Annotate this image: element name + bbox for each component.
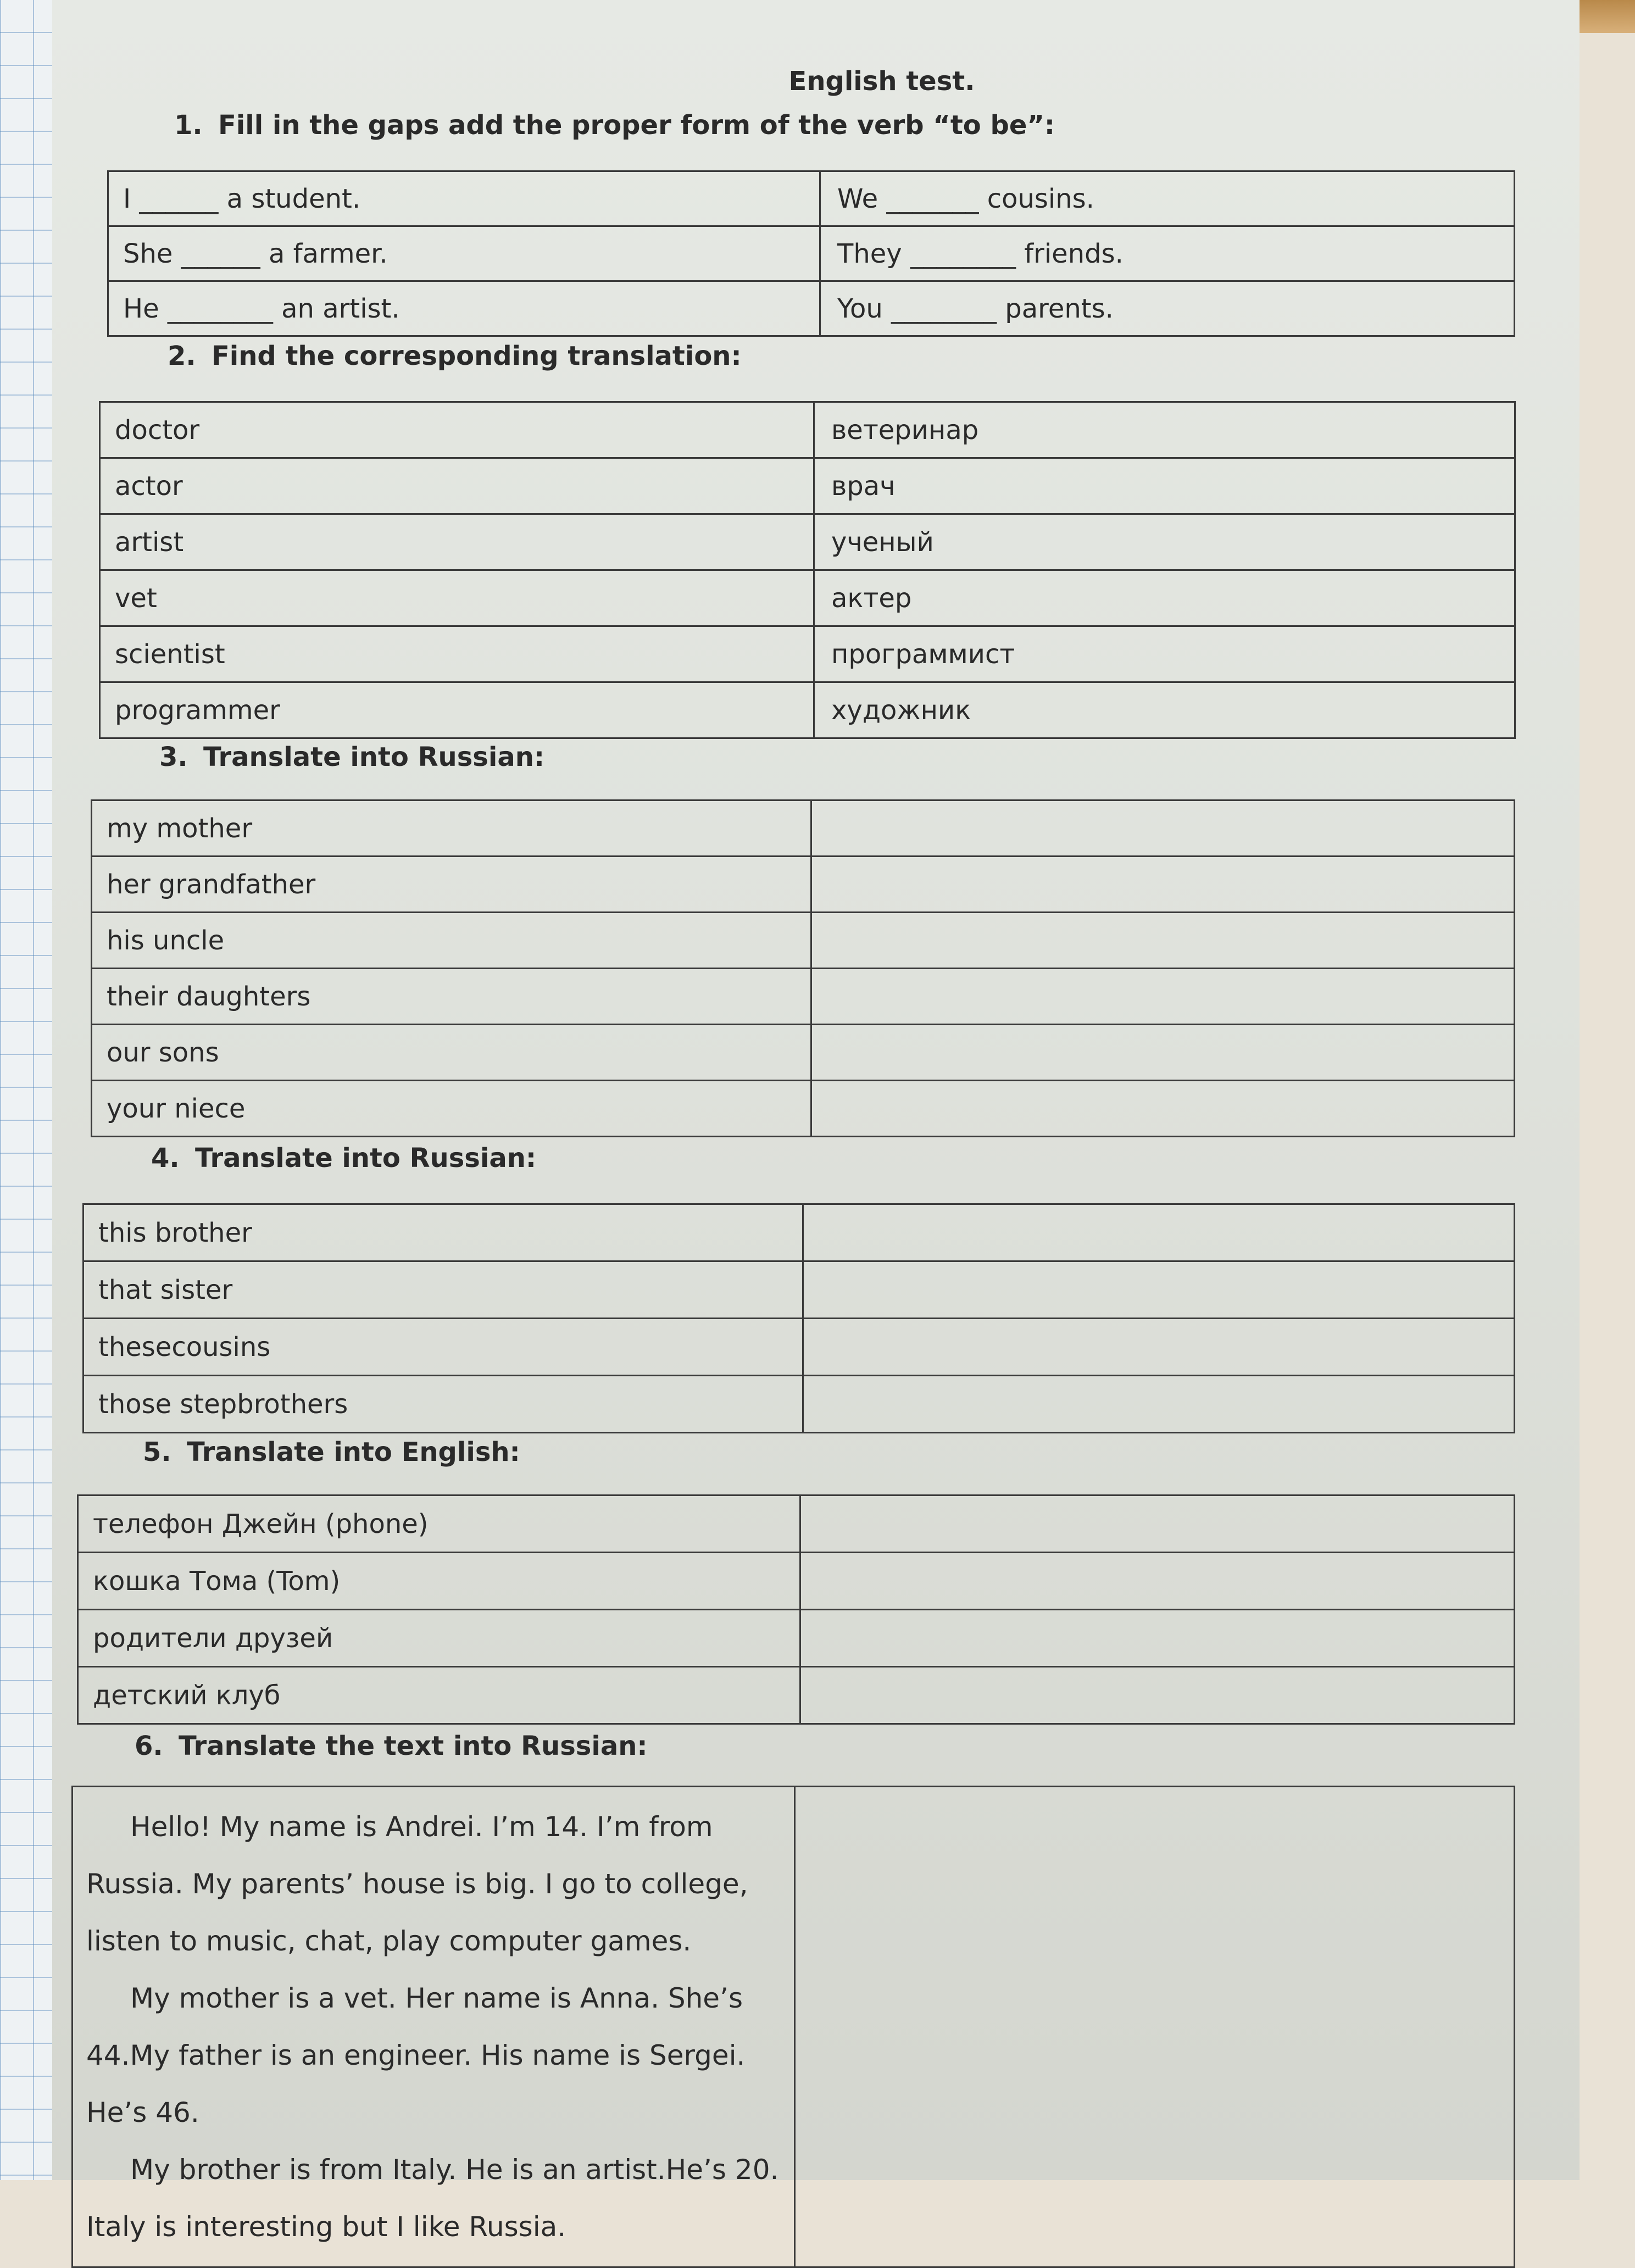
- table-row: [108, 281, 1515, 336]
- table-row: [100, 570, 1515, 626]
- answer-cell[interactable]: [800, 1496, 1515, 1553]
- table-row: [108, 171, 1515, 226]
- answer-cell[interactable]: [800, 1667, 1515, 1724]
- table-row: [78, 1667, 1515, 1724]
- table-row: [100, 682, 1515, 738]
- section-4-table: [82, 1203, 1515, 1433]
- translation-answer-cell[interactable]: [795, 1787, 1515, 2267]
- phrase-cell: родители друзей: [78, 1610, 800, 1667]
- table-row: [92, 1081, 1515, 1137]
- section-2-heading: 2. Find the corresponding translation:: [168, 341, 742, 371]
- table-row: [84, 1376, 1515, 1433]
- answer-cell[interactable]: [811, 857, 1515, 913]
- test-sheet: [52, 0, 1580, 2243]
- table-row: [84, 1319, 1515, 1376]
- sentence-cell: I ______ a student.: [108, 171, 820, 226]
- answer-cell[interactable]: [803, 1204, 1515, 1261]
- word-cell: doctor: [100, 402, 814, 458]
- phrase-cell: his uncle: [92, 913, 811, 969]
- table-row: [100, 626, 1515, 682]
- phrase-cell: her grandfather: [92, 857, 811, 913]
- section-6-heading: 6. Translate the text into Russian:: [135, 1731, 648, 1761]
- section-2-table: [99, 401, 1516, 739]
- phrase-cell: that sister: [84, 1261, 803, 1319]
- section-6-table: [71, 1786, 1515, 2268]
- word-cell: scientist: [100, 626, 814, 682]
- table-row: [92, 969, 1515, 1025]
- answer-cell[interactable]: [811, 801, 1515, 857]
- sentence-cell: You ________ parents.: [820, 281, 1515, 336]
- table-row: [78, 1496, 1515, 1553]
- answer-cell[interactable]: [800, 1610, 1515, 1667]
- answer-cell[interactable]: [811, 1025, 1515, 1081]
- sentence-cell: She ______ a farmer.: [108, 226, 820, 281]
- phrase-cell: кошка Тома (Tom): [78, 1553, 800, 1610]
- translation-cell: актер: [814, 570, 1515, 626]
- answer-cell[interactable]: [803, 1261, 1515, 1319]
- table-row: [100, 514, 1515, 570]
- table-row: [92, 857, 1515, 913]
- translation-cell: ученый: [814, 514, 1515, 570]
- source-text-cell: [73, 1787, 795, 2267]
- table-row: [100, 458, 1515, 514]
- section-5-table: [77, 1494, 1515, 1725]
- sentence-cell: They ________ friends.: [820, 226, 1515, 281]
- sentence-cell: He ________ an artist.: [108, 281, 820, 336]
- table-row: [92, 801, 1515, 857]
- answer-cell[interactable]: [800, 1553, 1515, 1610]
- table-row: [92, 913, 1515, 969]
- translation-cell: программист: [814, 626, 1515, 682]
- answer-cell[interactable]: [803, 1319, 1515, 1376]
- answer-cell[interactable]: [811, 969, 1515, 1025]
- phrase-cell: our sons: [92, 1025, 811, 1081]
- phrase-cell: my mother: [92, 801, 811, 857]
- phrase-cell: their daughters: [92, 969, 811, 1025]
- answer-cell[interactable]: [803, 1376, 1515, 1433]
- translation-cell: ветеринар: [814, 402, 1515, 458]
- phrase-cell: детский клуб: [78, 1667, 800, 1724]
- text-paragraph: My brother is from Italy. He is an artist.He’s 20. Italy is interesting but I like Russia.: [86, 2154, 779, 2243]
- section-5-heading: 5. Translate into English:: [143, 1437, 520, 1467]
- text-paragraph: Hello! My name is Andrei. I’m 14. I’m from Russia. My parents’ house is big. I go to college, listen to music, chat, play computer games.: [86, 1811, 748, 1957]
- phrase-cell: телефон Джейн (phone): [78, 1496, 800, 1553]
- word-cell: actor: [100, 458, 814, 514]
- text-paragraph: My mother is a vet. Her name is Anna. She’s 44.My father is an engineer. His name is Sergei. He’s 46.: [86, 1982, 746, 2128]
- table-row: [84, 1204, 1515, 1261]
- word-cell: vet: [100, 570, 814, 626]
- word-cell: artist: [100, 514, 814, 570]
- page-title: English test.: [788, 66, 975, 97]
- section-4-heading: 4. Translate into Russian:: [151, 1143, 537, 1174]
- table-row: [92, 1025, 1515, 1081]
- phrase-cell: those stepbrothers: [84, 1376, 803, 1433]
- table-row: [78, 1610, 1515, 1667]
- section-1-table: [107, 170, 1515, 337]
- translation-cell: врач: [814, 458, 1515, 514]
- answer-cell[interactable]: [811, 913, 1515, 969]
- table-row: [73, 1787, 1515, 2267]
- table-row: [84, 1261, 1515, 1319]
- word-cell: programmer: [100, 682, 814, 738]
- phrase-cell: this brother: [84, 1204, 803, 1261]
- section-3-table: [91, 799, 1515, 1137]
- table-row: [108, 226, 1515, 281]
- section-3-heading: 3. Translate into Russian:: [159, 742, 545, 772]
- table-row: [78, 1553, 1515, 1610]
- translation-cell: художник: [814, 682, 1515, 738]
- phrase-cell: your niece: [92, 1081, 811, 1137]
- phrase-cell: thesecousins: [84, 1319, 803, 1376]
- sentence-cell: We _______ cousins.: [820, 171, 1515, 226]
- answer-cell[interactable]: [811, 1081, 1515, 1137]
- section-1-heading: 1. Fill in the gaps add the proper form of the verb “to be”:: [174, 110, 1055, 141]
- table-row: [100, 402, 1515, 458]
